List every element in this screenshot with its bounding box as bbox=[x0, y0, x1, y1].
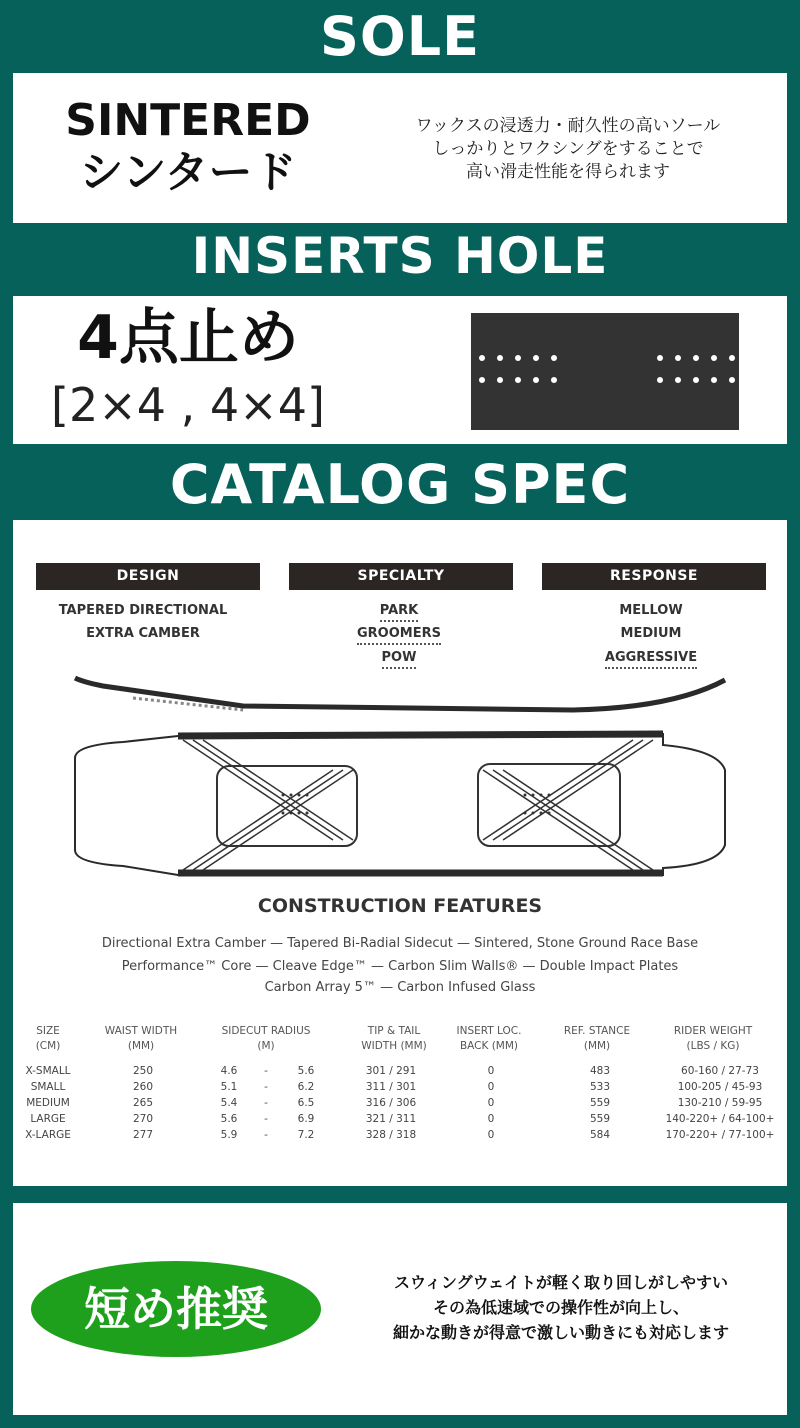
spec-cell: - bbox=[264, 1129, 268, 1141]
construction-line: Directional Extra Camber — Tapered Bi-Radial Sidecut — Sintered, Stone Ground Race Base bbox=[101, 936, 699, 951]
spec-cell: 559 bbox=[589, 1113, 611, 1125]
carbon-stripes bbox=[183, 740, 653, 870]
spec-header bbox=[81, 1024, 201, 1054]
spec-cell: 6.5 bbox=[297, 1097, 315, 1109]
specialty-groomers: GROOMERS bbox=[357, 626, 441, 645]
sole-desc-line: しっかりとワクシングをすることで bbox=[432, 139, 704, 159]
spec-cell: 0 bbox=[487, 1113, 495, 1125]
insert-hole-dot bbox=[479, 377, 485, 383]
insert-hole-dot bbox=[711, 377, 717, 383]
spec-cell: 316 / 306 bbox=[365, 1097, 417, 1109]
spec-cell: 6.9 bbox=[297, 1113, 315, 1125]
spec-cell: MEDIUM bbox=[26, 1097, 70, 1109]
insert-hole-dot bbox=[657, 377, 663, 383]
insert-hole-dot bbox=[479, 355, 485, 361]
spec-cell: 265 bbox=[132, 1097, 154, 1109]
insert-hole-dot bbox=[497, 377, 503, 383]
spec-cell: 270 bbox=[132, 1113, 154, 1125]
insert-hole-dot bbox=[729, 377, 735, 383]
sole-panel bbox=[13, 73, 787, 223]
design-header: DESIGN bbox=[36, 563, 260, 590]
sole-description bbox=[368, 115, 768, 184]
inserts-title: INSERTS HOLE bbox=[191, 227, 609, 285]
sole-name-en: SINTERED bbox=[65, 95, 311, 146]
insert-pattern-illustration bbox=[471, 313, 739, 430]
spec-header-line: (LBS / KG) bbox=[686, 1040, 740, 1052]
sole-name-jp: シンタード bbox=[79, 147, 297, 198]
insert-hole-dot bbox=[657, 355, 663, 361]
board-profile bbox=[75, 678, 725, 710]
spec-cell: 483 bbox=[589, 1065, 611, 1077]
spec-cell: 311 / 301 bbox=[365, 1081, 417, 1093]
spec-cell: 0 bbox=[487, 1065, 495, 1077]
specialty-header: SPECIALTY bbox=[289, 563, 513, 590]
spec-cell: 0 bbox=[487, 1129, 495, 1141]
response-header: RESPONSE bbox=[542, 563, 766, 590]
spec-cell: 260 bbox=[132, 1081, 154, 1093]
recommend-desc-line: スウィングウェイトが軽く取り回しがしやすい bbox=[393, 1273, 729, 1292]
construction-line: Carbon Array 5™ — Carbon Infused Glass bbox=[264, 980, 536, 995]
sole-desc-line: 高い滑走性能を得られます bbox=[466, 162, 670, 182]
spec-cell: - bbox=[264, 1065, 268, 1077]
insert-hole-dot bbox=[551, 355, 557, 361]
spec-cell: 277 bbox=[132, 1129, 154, 1141]
construction-line: Performance™ Core — Cleave Edge™ — Carbon Slim Walls® — Double Impact Plates bbox=[121, 959, 679, 974]
spec-header-line: WAIST WIDTH bbox=[104, 1025, 178, 1037]
catalog-panel bbox=[13, 520, 787, 1186]
inserts-main-label: 4点止め bbox=[77, 303, 299, 373]
spec-cell: 559 bbox=[589, 1097, 611, 1109]
spec-cell: 5.6 bbox=[297, 1065, 315, 1077]
spec-cell: 100-205 / 45-93 bbox=[677, 1081, 763, 1093]
spec-header-line: SIZE bbox=[36, 1025, 60, 1037]
spec-cell: 5.9 bbox=[220, 1129, 238, 1141]
spec-cell: 170-220+ / 77-100+ bbox=[665, 1129, 775, 1141]
spec-header-line: (MM) bbox=[127, 1040, 155, 1052]
spec-header-line: SIDECUT RADIUS bbox=[221, 1025, 311, 1037]
specialty-pow: POW bbox=[382, 650, 417, 669]
recommend-desc-line: その為低速域での操作性が向上し、 bbox=[432, 1298, 689, 1317]
recommend-panel bbox=[13, 1203, 787, 1415]
board-illustration bbox=[13, 670, 787, 885]
spec-cell: 533 bbox=[589, 1081, 611, 1093]
spec-cell: 7.2 bbox=[297, 1129, 315, 1141]
recommend-description bbox=[331, 1270, 791, 1345]
response-item: MEDIUM bbox=[620, 626, 682, 641]
specialty-item bbox=[287, 627, 511, 640]
spec-cell: X-SMALL bbox=[25, 1065, 71, 1077]
insert-hole-dot bbox=[533, 377, 539, 383]
insert-hole-dot bbox=[497, 355, 503, 361]
spec-cell: 250 bbox=[132, 1065, 154, 1077]
spec-cell: 5.6 bbox=[220, 1113, 238, 1125]
spec-header bbox=[206, 1024, 326, 1054]
insert-hole-dot bbox=[693, 377, 699, 383]
recommend-desc-line: 細かな動きが得意で激しい動きにも対応します bbox=[392, 1323, 729, 1342]
sole-title: SOLE bbox=[319, 5, 481, 68]
insert-hole-dot bbox=[515, 355, 521, 361]
spec-header bbox=[537, 1024, 657, 1054]
specialty-park: PARK bbox=[380, 603, 418, 622]
spec-header-line: (MM) bbox=[583, 1040, 611, 1052]
board-insert-dots bbox=[282, 794, 551, 815]
spec-header bbox=[653, 1024, 773, 1054]
spec-cell: - bbox=[264, 1113, 268, 1125]
spec-cell: 321 / 311 bbox=[365, 1113, 417, 1125]
spec-cell: 328 / 318 bbox=[365, 1129, 417, 1141]
spec-cell: 5.1 bbox=[220, 1081, 238, 1093]
spec-cell: 60-160 / 27-73 bbox=[681, 1065, 759, 1077]
spec-cell: 6.2 bbox=[297, 1081, 315, 1093]
spec-cell: 584 bbox=[589, 1129, 611, 1141]
spec-header bbox=[429, 1024, 549, 1054]
spec-header-line: REF. STANCE bbox=[563, 1025, 631, 1037]
spec-header-line: (M) bbox=[257, 1040, 275, 1052]
insert-hole-dot bbox=[515, 377, 521, 383]
insert-hole-dot bbox=[533, 355, 539, 361]
spec-cell: 0 bbox=[487, 1097, 495, 1109]
spec-header-line: TIP & TAIL bbox=[367, 1025, 421, 1037]
response-aggressive: AGGRESSIVE bbox=[605, 650, 697, 669]
inserts-pattern-label: [2×4 , 4×4] bbox=[51, 378, 325, 432]
insert-hole-dot bbox=[711, 355, 717, 361]
response-item: MELLOW bbox=[619, 603, 683, 618]
spec-cell: 5.4 bbox=[220, 1097, 238, 1109]
spec-cell: 0 bbox=[487, 1081, 495, 1093]
insert-hole-dot bbox=[729, 355, 735, 361]
design-item: EXTRA CAMBER bbox=[86, 626, 200, 641]
spec-cell: X-LARGE bbox=[25, 1129, 71, 1141]
spec-cell: 130-210 / 59-95 bbox=[677, 1097, 763, 1109]
spec-cell: - bbox=[264, 1097, 268, 1109]
construction-title: CONSTRUCTION FEATURES bbox=[257, 895, 543, 917]
insert-hole-dot bbox=[693, 355, 699, 361]
spec-header-line: WIDTH (MM) bbox=[361, 1040, 427, 1052]
insert-hole-dot bbox=[551, 377, 557, 383]
spec-cell: LARGE bbox=[30, 1113, 66, 1125]
insert-hole-dot bbox=[675, 355, 681, 361]
insert-hole-dot bbox=[675, 377, 681, 383]
recommend-badge: 短め推奨 bbox=[31, 1261, 321, 1357]
spec-cell: 301 / 291 bbox=[365, 1065, 417, 1077]
spec-header-line: (CM) bbox=[35, 1040, 61, 1052]
spec-header-line: INSERT LOC. bbox=[456, 1025, 522, 1037]
spec-cell: 140-220+ / 64-100+ bbox=[665, 1113, 775, 1125]
spec-cell: SMALL bbox=[30, 1081, 66, 1093]
specialty-item bbox=[287, 604, 511, 617]
spec-header-line: RIDER WEIGHT bbox=[673, 1025, 753, 1037]
spec-header-line: BACK (MM) bbox=[459, 1040, 519, 1052]
spec-cell: 4.6 bbox=[220, 1065, 238, 1077]
design-item: TAPERED DIRECTIONAL bbox=[58, 603, 228, 618]
inserts-panel bbox=[13, 296, 787, 444]
board-edge-top bbox=[178, 734, 663, 736]
specialty-item bbox=[287, 651, 511, 664]
catalog-title: CATALOG SPEC bbox=[169, 453, 631, 516]
sole-desc-line: ワックスの浸透力・耐久性の高いソール bbox=[415, 116, 721, 136]
response-item bbox=[539, 651, 763, 664]
spec-cell: - bbox=[264, 1081, 268, 1093]
